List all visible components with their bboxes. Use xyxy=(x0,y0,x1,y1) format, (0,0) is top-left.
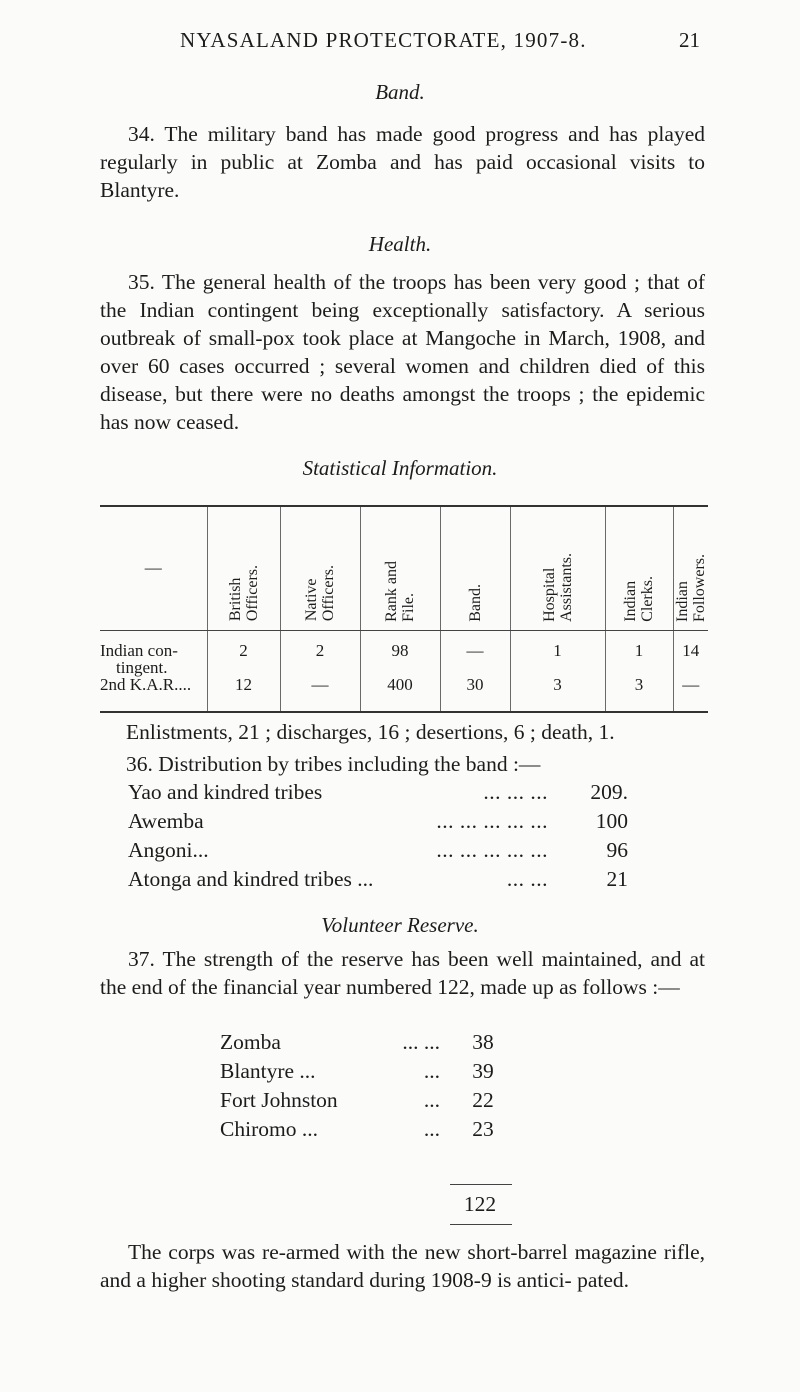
station-name: Blantyre ... xyxy=(220,1059,316,1083)
table-cell: 98 xyxy=(360,630,440,675)
station-count: 22 xyxy=(472,1088,494,1112)
row-label xyxy=(100,675,207,712)
tribe-name: Angoni... xyxy=(128,838,209,862)
table-cell: 2 xyxy=(207,630,280,675)
closing-text: The corps was re-armed with the new short-barrel magazine rifle, and a higher shooting standard during 1908-9 is antici- pated. xyxy=(100,1240,705,1292)
column-header xyxy=(360,506,440,630)
row-label xyxy=(100,630,207,675)
station-name: Fort Johnston xyxy=(220,1088,338,1112)
leader-dots: ... xyxy=(423,1117,440,1141)
volunteer-heading: Volunteer Reserve. xyxy=(321,913,479,937)
station-list xyxy=(220,1030,505,1146)
leader-dots: ... ... xyxy=(506,867,548,891)
column-header xyxy=(673,506,708,630)
table-row xyxy=(100,630,708,675)
tribe-count: 209. xyxy=(590,780,628,804)
station-total: 122 xyxy=(463,1192,497,1216)
sum-rule-bottom xyxy=(450,1224,512,1225)
column-header-label: Band. xyxy=(466,583,484,622)
table-cell: 14 xyxy=(673,630,708,675)
station-count: 38 xyxy=(472,1030,494,1054)
table-cell: 12 xyxy=(207,675,280,712)
table-cell: 1 xyxy=(510,630,605,675)
tribe-count: 96 xyxy=(606,838,628,862)
volunteer-paragraph xyxy=(100,945,705,1001)
list-item xyxy=(220,1088,505,1117)
station-name: Chiromo ... xyxy=(220,1117,318,1141)
column-header xyxy=(510,506,605,630)
statistics-heading: Statistical Information. xyxy=(302,456,498,480)
table-corner: — xyxy=(100,506,207,630)
column-header-label: Rank and File. xyxy=(383,560,417,622)
leader-dots: ... ... ... ... ... xyxy=(436,809,548,833)
table-cell: 1 xyxy=(605,630,673,675)
row-label-line: Indian con- xyxy=(100,640,178,660)
table-row xyxy=(100,675,708,712)
table-cell: — xyxy=(673,675,708,712)
band-paragraph xyxy=(100,120,705,204)
table-cell: 2 xyxy=(280,630,360,675)
tribe-name: Atonga and kindred tribes ... xyxy=(128,867,374,891)
tribe-count: 21 xyxy=(606,867,628,891)
sum-rule-top xyxy=(450,1184,512,1185)
tribe-name: Awemba xyxy=(128,809,204,833)
list-item xyxy=(220,1059,505,1088)
tribe-count: 100 xyxy=(595,809,628,833)
enlistment-summary: Enlistments, 21 ; discharges, 16 ; desertions, 6 ; death, 1. xyxy=(126,720,615,744)
table-cell: — xyxy=(280,675,360,712)
list-item xyxy=(220,1030,505,1059)
column-header xyxy=(605,506,673,630)
band-heading: Band. xyxy=(375,80,425,104)
table-cell: — xyxy=(440,630,510,675)
leader-dots: ... ... xyxy=(402,1030,440,1054)
station-name: Zomba xyxy=(220,1030,281,1054)
column-header xyxy=(280,506,360,630)
closing-paragraph xyxy=(100,1238,705,1294)
statistics-table xyxy=(100,505,708,713)
list-item xyxy=(128,867,628,896)
table-cell: 3 xyxy=(510,675,605,712)
table-cell: 30 xyxy=(440,675,510,712)
health-paragraph xyxy=(100,268,705,436)
leader-dots: ... xyxy=(423,1059,440,1083)
tribe-list xyxy=(128,780,628,896)
station-count: 39 xyxy=(472,1059,494,1083)
volunteer-text: 37. The strength of the reserve has been well maintained, and at the end of the financial year numbered 122, made up as follows :— xyxy=(100,947,705,999)
list-item xyxy=(128,838,628,867)
health-heading: Health. xyxy=(368,232,432,256)
running-header xyxy=(100,28,700,58)
station-count: 23 xyxy=(472,1117,494,1141)
list-item xyxy=(128,780,628,809)
table-cell: 400 xyxy=(360,675,440,712)
table-header-row xyxy=(100,506,708,630)
leader-dots: ... ... ... ... ... xyxy=(436,838,548,862)
leader-dots: ... xyxy=(423,1088,440,1112)
health-text: 35. The general health of the troops has been very good ; that of the Indian contingent being exceptionally satisfactory. A serious outbreak of small-pox took place at Mangoche in March, 1908, and over 60 cases occurred ; several women and children died of this disease, but there were no deaths amongst the troops ; the epidemic has now ceased. xyxy=(100,270,705,434)
leader-dots: ... ... ... xyxy=(483,780,548,804)
header-title: NYASALAND PROTECTORATE, 1907-8. xyxy=(180,28,587,52)
column-header-label: British Officers. xyxy=(226,565,261,622)
tribe-name: Yao and kindred tribes xyxy=(128,780,323,804)
column-header xyxy=(440,506,510,630)
column-header xyxy=(207,506,280,630)
column-header-label: Indian Followers. xyxy=(673,553,708,622)
list-item xyxy=(128,809,628,838)
page-number: 21 xyxy=(679,28,700,52)
row-label-line: 2nd K.A.R.... xyxy=(100,674,192,694)
column-header-label: Hospital Assistants. xyxy=(540,552,575,622)
list-item xyxy=(220,1117,505,1146)
column-header-label: Native Officers. xyxy=(303,565,337,622)
band-text: 34. The military band has made good progress and has played regularly in public at Zomba and has paid occasional visits to Blantyre. xyxy=(100,122,705,202)
column-header-label: Indian Clerks. xyxy=(622,575,656,622)
table-cell: 3 xyxy=(605,675,673,712)
row-label-line: tingent. xyxy=(116,657,168,677)
distribution-intro: 36. Distribution by tribes including the band :— xyxy=(126,752,541,776)
